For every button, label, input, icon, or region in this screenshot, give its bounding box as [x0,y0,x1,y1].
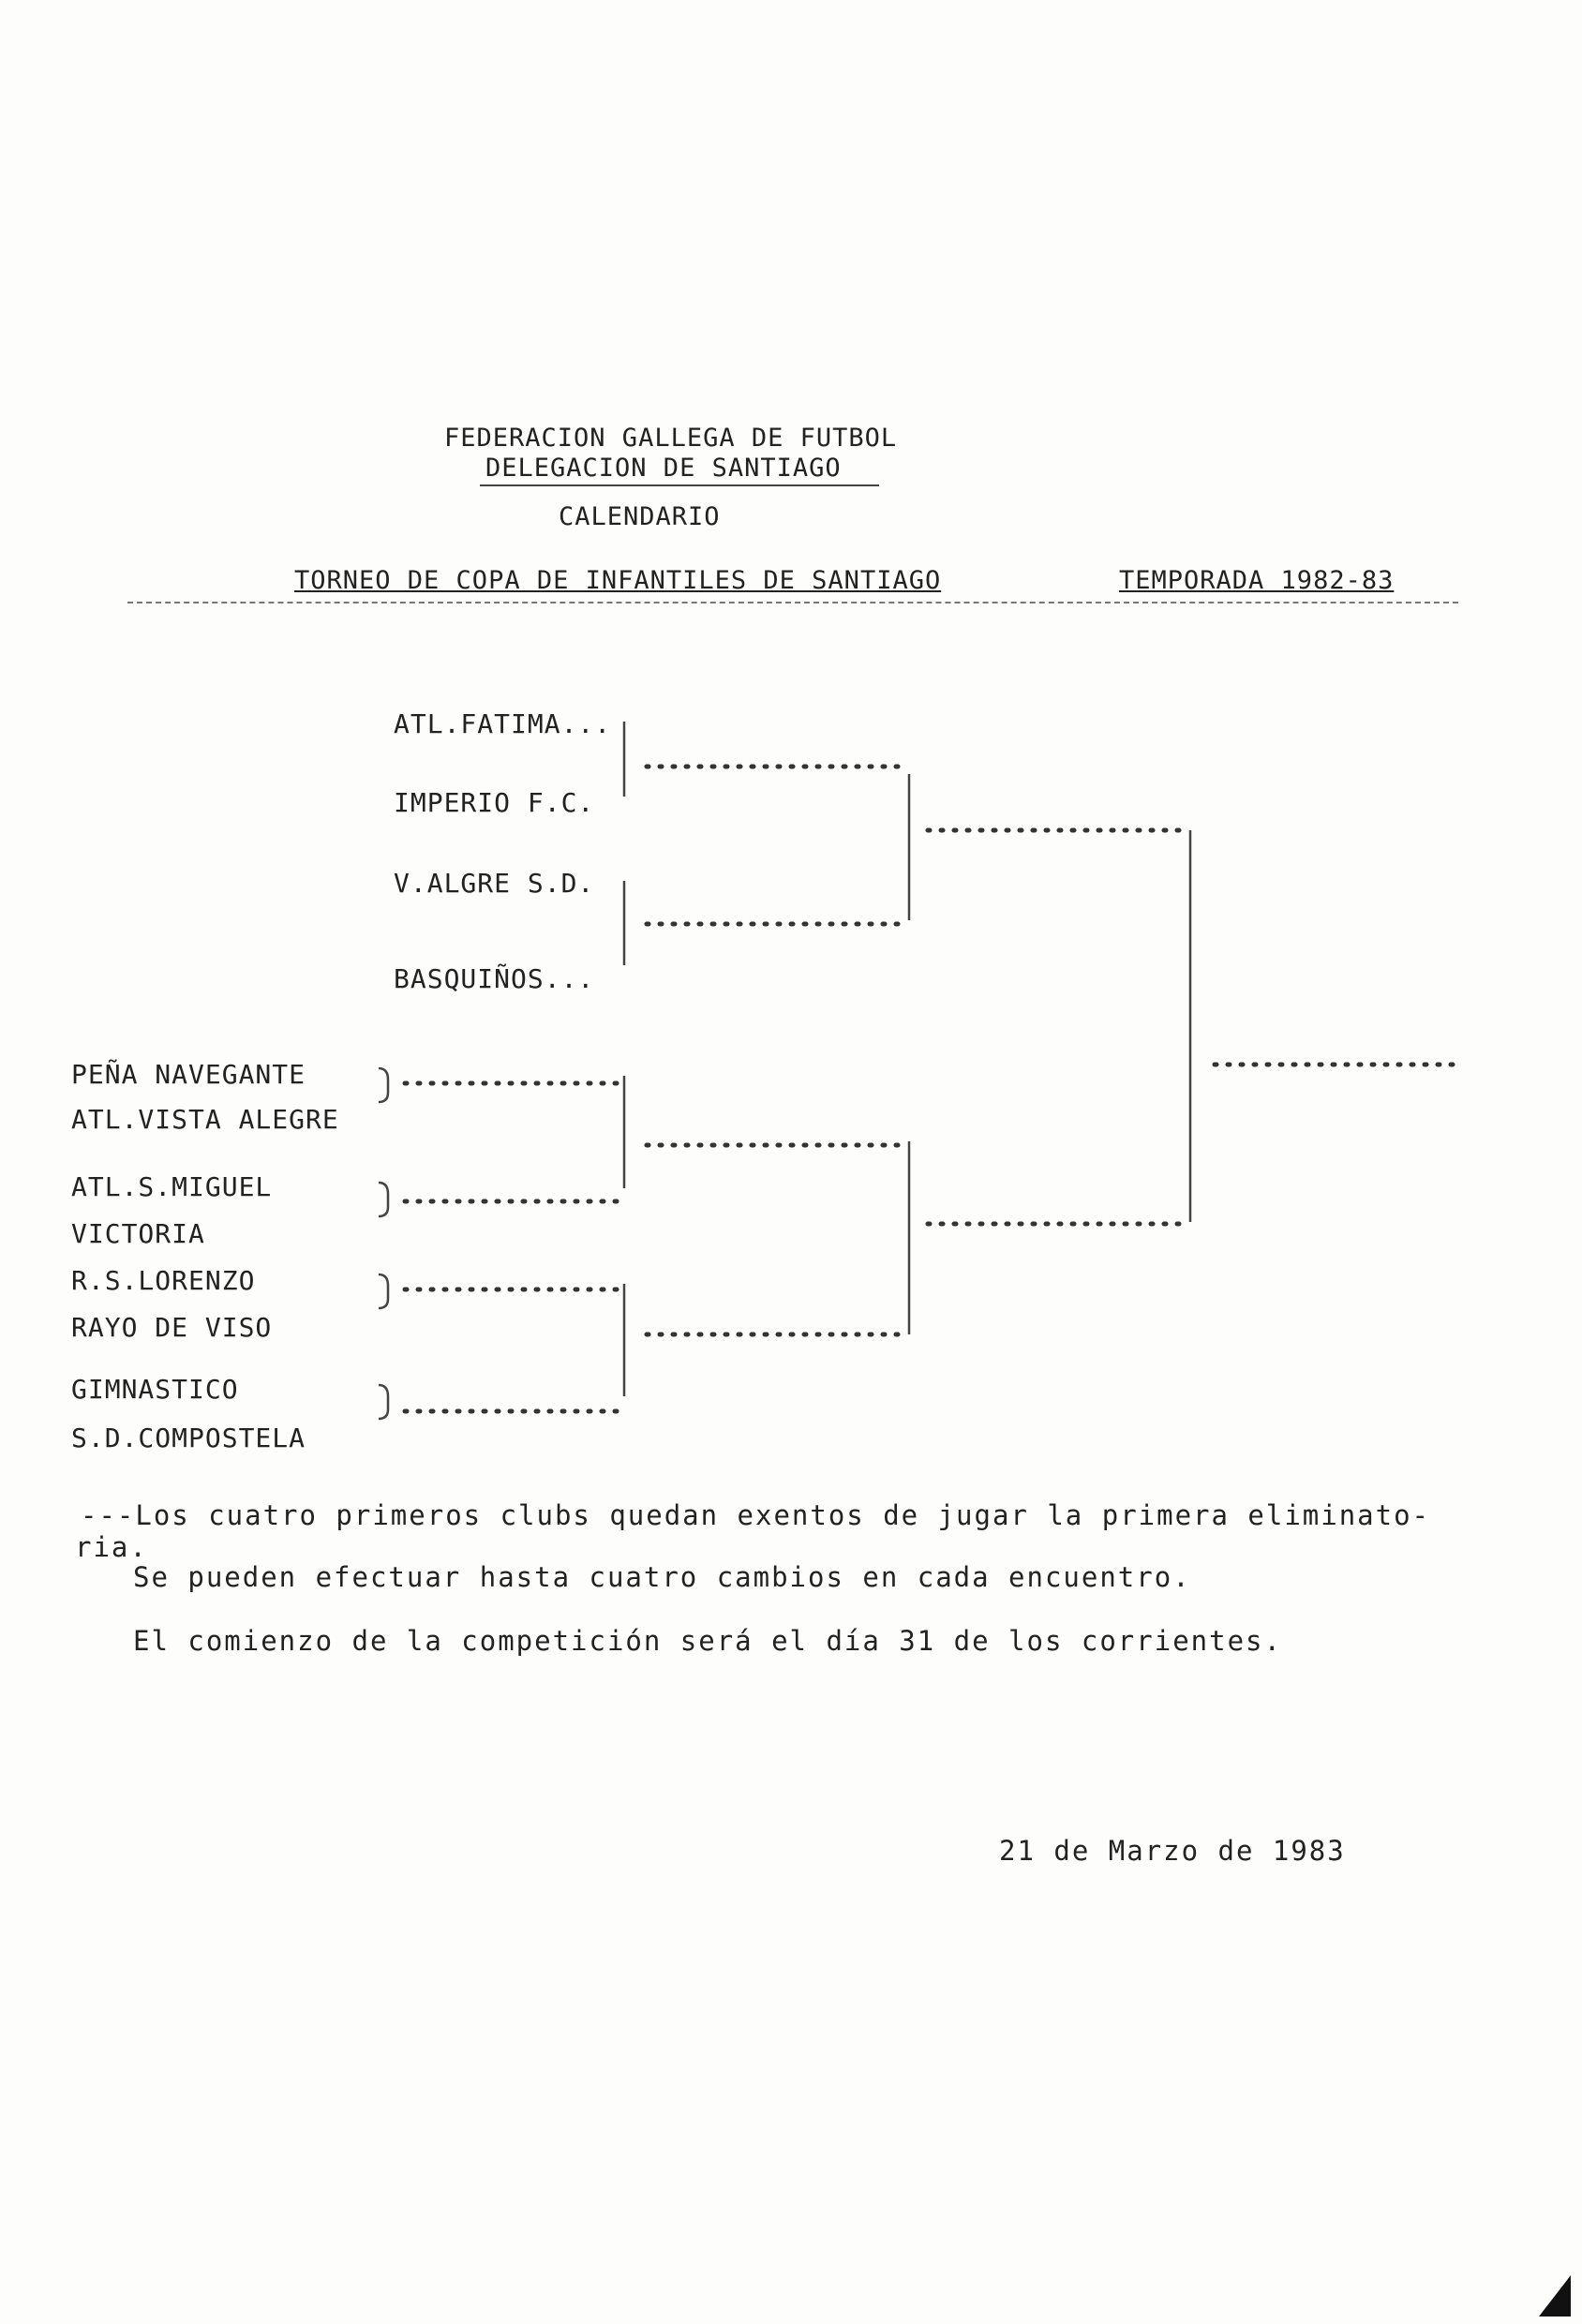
team-sd-compostela: S.D.COMPOSTELA [71,1423,306,1453]
calendar-title: CALENDARIO [559,502,721,531]
team-atl-s-miguel: ATL.S.MIGUEL [71,1171,273,1202]
corner-mark-icon [1537,2272,1575,2318]
brace-r1-d [379,1385,388,1419]
note-start-date: El comienzo de la competición será el día 31 de los corrientes. [133,1625,1282,1657]
team-atl-vista-alegre: ATL.VISTA ALEGRE [71,1104,339,1135]
team-basquinos: BASQUIÑOS... [394,963,595,994]
tournament-title: TORNEO DE COPA DE INFANTILES DE SANTIAGO [294,566,942,595]
team-pena-navegante: PEÑA NAVEGANTE [71,1059,306,1090]
brace-r1-c [379,1274,388,1308]
team-gimnastico: GIMNASTICO [71,1374,239,1405]
team-atl-fatima: ATL.FATIMA... [394,708,612,739]
team-rayo-de-viso: RAYO DE VISO [71,1312,273,1343]
delegation-title: DELEGACION DE SANTIAGO [480,454,879,486]
brace-r1-b [379,1183,388,1216]
note-changes: Se pueden efectuar hasta cuatro cambios en cada encuentro. [133,1561,1191,1593]
season-label: TEMPORADA 1982-83 [1119,566,1395,595]
brace-r1-a [379,1068,388,1102]
note-exempt: ---Los cuatro primeros clubs quedan exentos de jugar la primera eliminato- [81,1499,1431,1531]
team-rs-lorenzo: R.S.LORENZO [71,1265,256,1296]
document-date: 21 de Marzo de 1983 [999,1835,1346,1867]
team-valgre-sd: V.ALGRE S.D. [394,868,595,899]
team-imperio-fc: IMPERIO F.C. [394,787,595,818]
team-victoria: VICTORIA [71,1218,205,1249]
note-exempt-cont: ria. [75,1531,148,1563]
federation-title: FEDERACION GALLEGA DE FUTBOL [444,424,898,453]
